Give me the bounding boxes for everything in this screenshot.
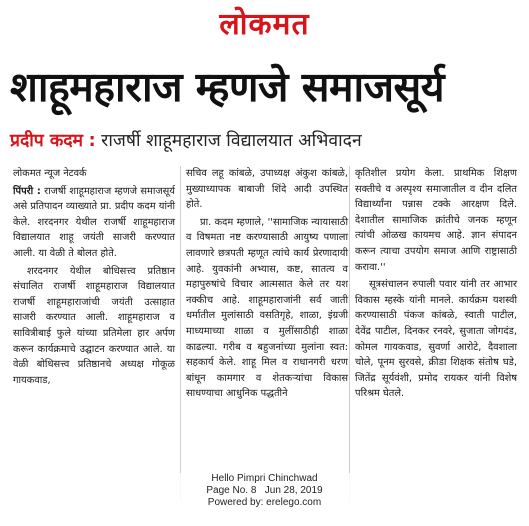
article-paragraph: सूत्रसंचालन रुपाली पवार यांनी तर आभार विकास म्हस्के यांनी मानले. कार्यक्रम यशस्वी करण्यासाठी पंकज कांबळे, स्वाती पाटील, देवेंद्र पाटील, दिनकर रनवरे, सुजाता जोगदंड, कोमल गायकवाड, सुवर्णा आरोटे, दैवशाला चोले, पूनम सुरवसे, क्रीडा शिक्षक संतोष घडे, जितेंद्र सूर्यवंशी, प्रमोद रायकर यांनी विशेष परिश्रम घेतले. (355, 279, 517, 400)
page-headline: शाहूमहाराज म्हणजे समाजसूर्य (10, 63, 445, 111)
article-paragraph: प्रा. कदम म्हणाले, ''सामाजिक न्यायासाठी व विषमता नष्ट करण्यासाठी आयुष्य पणाला लावणारे छत्रपती म्हणूत त्यांचे कार्य प्रेरणादायी आहे. युवकांनी अभ्यास, कष्ट, सातत्य व महापुरुषांचे विचार आत्मसात केले तर यश नक्कीच आहे. शाहूमहाराजांनी सर्व जाती धर्मातील मुलांसाठी वसतिगृहे, शाळा, इंग्रजी माध्यमाच्या शाळा व मुलींसाठीही शाळा काढल्या. गरीब व बहुजनांच्या मुलांना स्वत: सहकार्य केले. शाहू मिल व राधानगरी धरण बांधून कामगार व शेतकऱ्यांचा विकास साधण्याचा आधुनिक पद्धतीने (186, 216, 348, 400)
subhead-separator: : (88, 131, 96, 151)
subheadline (10, 128, 522, 154)
epaper-footer (0, 473, 529, 509)
subhead-author: प्रदीप कदम (10, 131, 84, 151)
article-paragraph: सचिव लहू कांबळे, उपाध्यक्ष अंकुश कांबळे, मुख्याध्यापक बाबाजी शिंदे आदी उपस्थित होते. (186, 168, 348, 211)
paragraph-text: राजर्षी शाहूमहाराज म्हणजे समाजसूर्य असे प्रतिपादन व्याख्याते प्रा. प्रदीप कदम यांनी केले. शरदनगर येथील राजर्षी शाहूमहाराज विद्यालयात शाहू जयंती साजरी करण्यात आली. या वेळी ते बोलत होते. (13, 185, 175, 259)
footer-edition: Hello Pimpri Chinchwad (211, 473, 318, 484)
footer-date: Jun 28, 2019 (264, 485, 323, 496)
article-column-3 (355, 166, 517, 404)
column-divider (180, 166, 181, 502)
newspaper-masthead: लोकमत (219, 7, 310, 42)
dateline: पिंपरी : (13, 185, 41, 197)
article-column-2 (186, 166, 348, 404)
article-paragraph: कृतिशील प्रयोग केला. प्राथमिक शिक्षण सक्तीचे व अस्पृश्य समाजातील व दीन दलित विद्यार्थ्यांना पन्नास टक्के आरक्षण दिले. देशातील सामाजिक क्रांतीचे जनक म्हणून त्यांची ओळख कायमच आहे. ज्ञान संपादन करून त्याचा उपयोग समाज आणि राष्ट्रासाठी करावा.'' (355, 168, 517, 273)
byline: लोकमत न्यूज नेटवर्क (13, 168, 87, 179)
article-column-1 (13, 166, 175, 390)
column-divider (349, 166, 350, 502)
footer-page: Page No. 8 (206, 485, 257, 496)
article-paragraph: शरदनगर येथील बोधिसत्त्व प्रतिष्ठान संचालित राजर्षी शाहूमहाराज विद्यालयात राजर्षी शाहूमहाराजांची जयंती उत्साहात साजरी करण्यात आली. शाहूमहाराज व सावित्रीबाई फुले यांच्या प्रतिमेला हार अर्पण करून कार्यक्रमाचे उद्घाटन करण्यात आले. या वेळी बोधिसत्त्व प्रतिष्ठानचे अध्यक्ष गोकूळ गायकवाड, (13, 265, 175, 386)
article-paragraph (13, 184, 175, 262)
subhead-text: राजर्षी शाहूमहाराज विद्यालयात अभिवादन (101, 131, 362, 151)
footer-page-date (0, 485, 529, 497)
footer-powered-by[interactable]: Powered by: erelego.com (207, 497, 322, 508)
